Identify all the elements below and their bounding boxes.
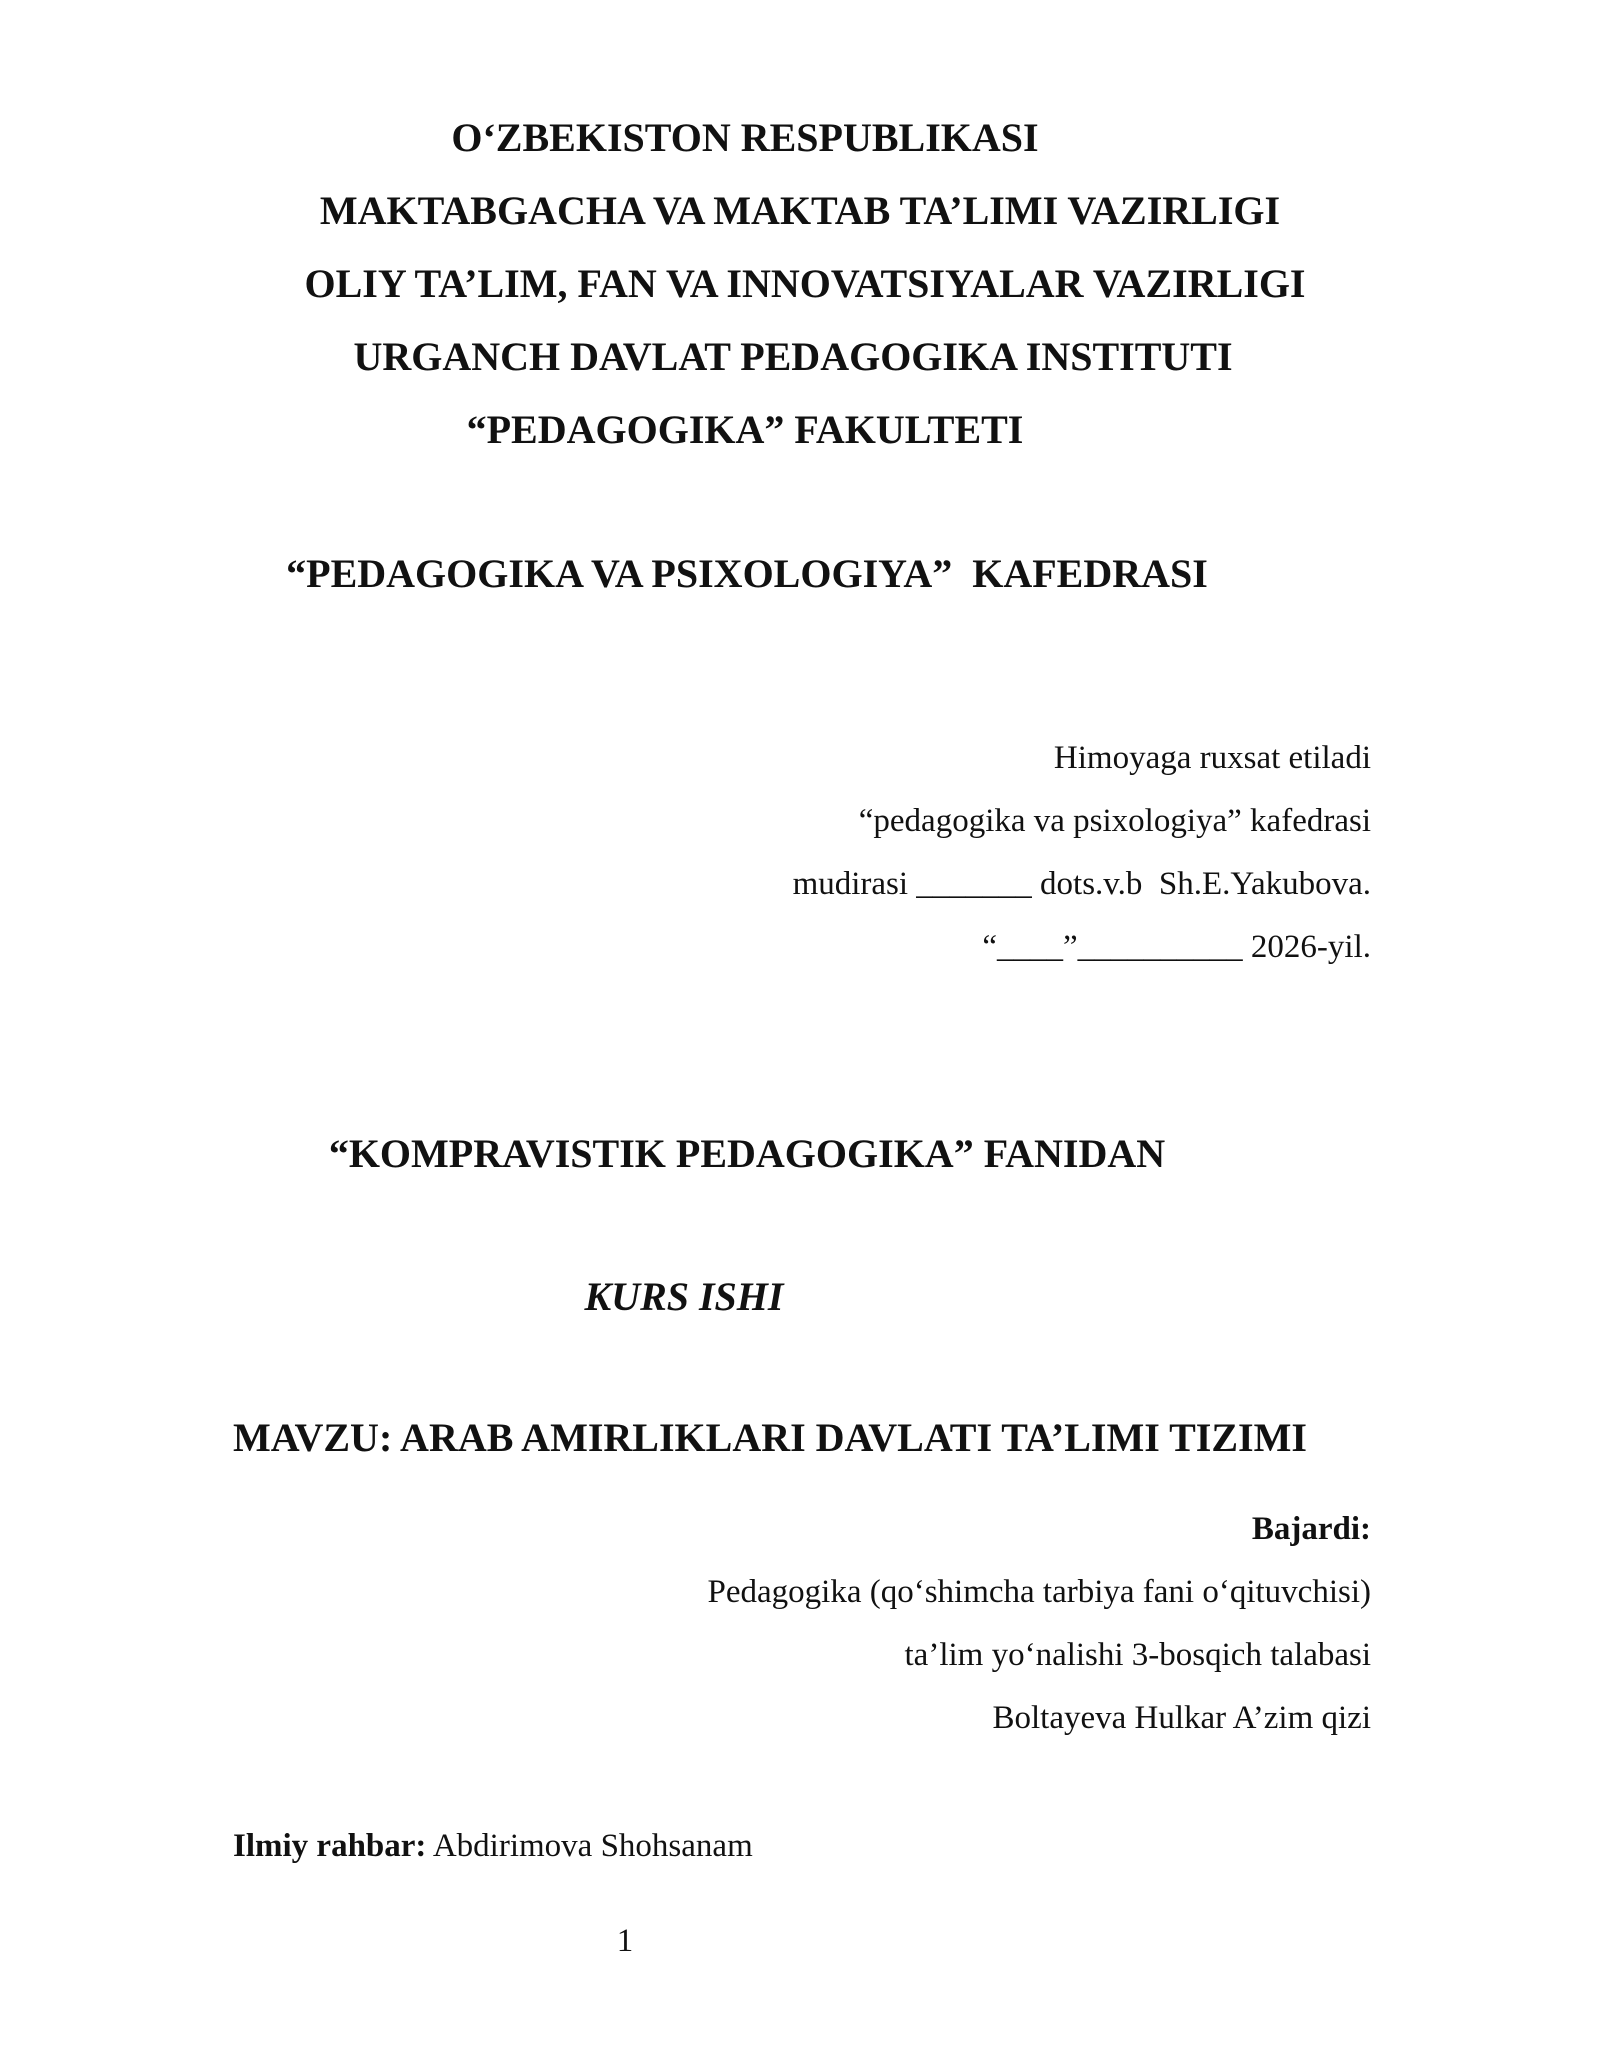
approval-line-3: mudirasi _______ dots.v.b Sh.E.Yakubova. — [792, 866, 1371, 902]
header-ministry-higher-ed: OLIY TA’LIM, FAN VA INNOVATSIYALAR VAZIRLIGI — [304, 261, 1306, 306]
author-heading: Bajardi: — [1251, 1511, 1371, 1547]
author-line-1: Pedagogika (qo‘shimcha tarbiya fani o‘qituvchisi) — [707, 1574, 1371, 1610]
header-republic: O‘ZBEKISTON RESPUBLIKASI — [451, 115, 1039, 160]
author-line-2: ta’lim yo‘nalishi 3-bosqich talabasi — [904, 1637, 1371, 1673]
header-ministry-preschool: MAKTABGACHA VA MAKTAB TA’LIMI VAZIRLIGI — [319, 188, 1281, 233]
approval-line-2: “pedagogika va psixologiya” kafedrasi — [858, 803, 1371, 839]
approval-line-1: Himoyaga ruxsat etiladi — [1053, 740, 1371, 776]
supervisor-name: Abdirimova Shohsanam — [426, 1828, 753, 1864]
supervisor-line — [233, 1830, 753, 1863]
work-type-title: KURS ISHI — [584, 1274, 784, 1319]
header-faculty: “PEDAGOGIKA” FAKULTETI — [466, 407, 1024, 452]
subject-title: “KOMPRAVISTIK PEDAGOGIKA” FANIDAN — [328, 1131, 1166, 1176]
topic-title: MAVZU: ARAB AMIRLIKLARI DAVLATI TA’LIMI TIZIMI — [233, 1415, 1307, 1460]
page-number: 1 — [616, 1923, 634, 1959]
supervisor-label: Ilmiy rahbar: — [233, 1828, 427, 1864]
department-title: “PEDAGOGIKA VA PSIXOLOGIYA” KAFEDRASI — [286, 551, 1208, 596]
header-institute: URGANCH DAVLAT PEDAGOGIKA INSTITUTI — [353, 334, 1233, 379]
approval-date-line: “____”__________ 2026-yil. — [982, 929, 1371, 965]
author-name: Boltayeva Hulkar A’zim qizi — [992, 1700, 1371, 1736]
